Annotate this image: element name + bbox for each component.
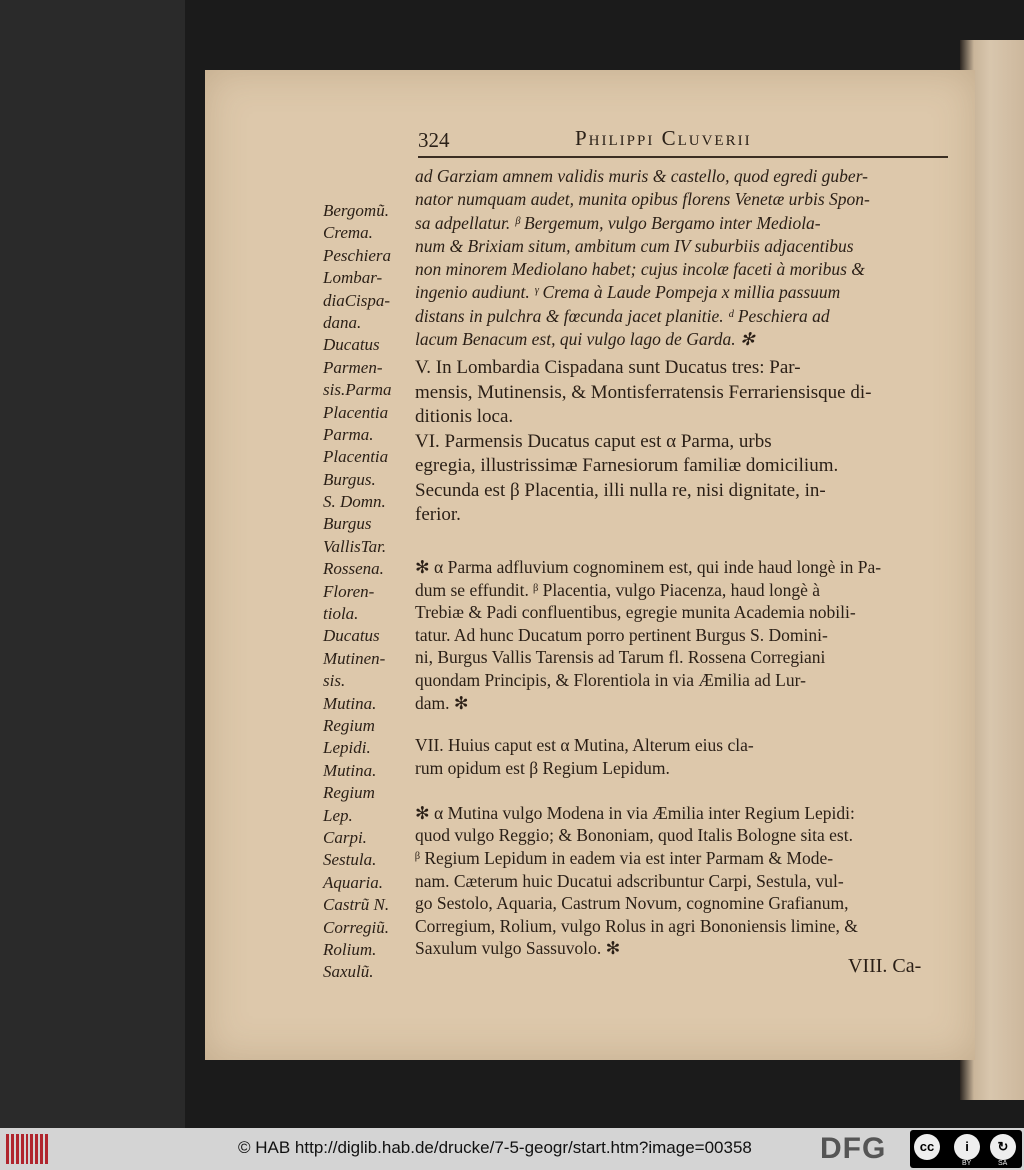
text-line: ferior. [415,504,461,525]
text-line: dam. ✻ [415,692,469,713]
text-line: ᵝ Regium Lepidum in eadem via est inter Parmam & Mode- [415,847,834,868]
text-line: ingenio audiunt. ᵞ Crema à Laude Pompeja x millia passuum [415,282,841,303]
text-line: tatur. Ad hunc Ducatum porro pertinent Burgus S. Domini- [415,624,828,645]
margin-note: Peschiera [323,245,391,265]
margin-note: Burgus. [323,469,376,489]
margin-note: Placentia [323,402,389,422]
text-block-mutina [415,734,950,960]
margin-note: sis.Parma [323,380,392,400]
margin-note: Parma. [323,424,374,444]
text-line: lacum Benacum est, qui vulgo lago de Garda. ✻ [415,329,755,350]
text-line: ✻ α Parma adfluvium cognominem est, qui inde haud longè in Pa- [415,557,882,577]
text-line: mensis, Mutinensis, & Montisferratensis Ferrariensisque di- [415,381,872,403]
margin-note: Aquaria. [323,872,383,892]
margin-note: VallisTar. [323,536,387,556]
margin-note: Rossena. [323,559,384,579]
text-line: egregia, illustrissimæ Farnesiorum familiæ domicilium. [415,455,839,476]
margin-note: sis. [323,671,346,691]
viewer-footer [0,1128,1024,1170]
text-line: ditionis loca. [415,406,514,427]
text-line: V. In Lombardia Cispadana sunt Ducatus tres: Par- [415,357,801,378]
margin-note: diaCispa- [323,290,391,310]
margin-note: S. Domn. [323,492,386,512]
margin-note: Ducatus [323,626,380,646]
header-rule [418,156,948,158]
margin-note: tiola. [323,604,359,624]
margin-note: dana. [323,312,362,332]
license-by-label: BY [962,1160,972,1167]
text-line: dum se effundit. ᵝ Placentia, vulgo Piacenza, haud longè à [415,579,821,600]
cc-license-badge[interactable] [910,1130,1022,1168]
scan-board [0,0,185,1128]
margin-note: Mutina. [323,760,377,780]
text-line: ni, Burgus Vallis Tarensis ad Tarum fl. Rossena Corregiani [415,647,826,668]
text-line: sa adpellatur. ᵝ Bergemum, vulgo Bergamo inter Mediola- [415,212,821,233]
text-line: nator numquam audet, munita opibus florens Venetæ urbis Spon- [415,189,870,210]
text-line: go Sestolo, Aquaria, Castrum Novum, cognomine Grafianum, [415,893,849,914]
hab-logo-icon [6,1134,48,1164]
text-line: num & Brixiam situm, ambitum cum IV suburbiis adjacentibus [415,235,854,256]
share-alike-icon: ↻ [990,1134,1016,1160]
margin-note: Burgus [323,514,372,534]
margin-note: Crema. [323,223,373,243]
margin-note: Regium [323,783,375,803]
margin-note: Floren- [323,581,375,601]
text-line: nam. Cæterum huic Ducatui adscribuntur Carpi, Sestula, vul- [415,870,844,891]
text-line: ✻ α Mutina vulgo Modena in via Æmilia inter Regium Lepidi: [415,802,855,823]
text-line: VII. Huius caput est α Mutina, Alterum eius cla- [415,735,754,755]
margin-note: Mutinen- [323,648,386,668]
text-line: quod vulgo Reggio; & Bononiam, quod Italis Bologne sita est. [415,825,853,846]
cc-icon: cc [914,1134,940,1160]
text-line: ad Garziam amnem validis muris & castello, quod egredi guber- [415,166,868,186]
margin-note: Mutina. [323,693,377,713]
margin-note: Lepidi. [323,738,371,758]
margin-note: Parmen- [323,357,383,377]
margin-note: Lombar- [323,268,383,288]
text-block-garda [415,165,950,351]
text-line: rum opidum est β Regium Lepidum. [415,757,670,778]
text-line: Trebiæ & Padi confluentibus, egregie munita Academia nobili- [415,602,856,623]
margin-note: Placentia [323,447,389,467]
text-line: non minorem Mediolano habet; cujus incolæ faceti à moribus & [415,259,865,280]
text-line: Saxulum vulgo Sassuvolo. ✻ [415,938,621,959]
text-line: Secunda est β Placentia, illi nulla re, nisi dignitate, in- [415,479,826,501]
license-sa-label: SA [998,1160,1008,1167]
margin-note: Ducatus [323,335,380,355]
text-line: VI. Parmensis Ducatus caput est α Parma, urbs [415,430,772,452]
text-block-ducatus [415,356,950,528]
credit-link[interactable]: © HAB http://diglib.hab.de/drucke/7-5-geogr/start.htm?image=00358 [238,1138,752,1157]
margin-note: Castrũ N. [323,895,390,915]
margin-note: Bergomũ. [323,201,389,220]
margin-note: Regium [323,715,375,735]
margin-note: Carpi. [323,827,367,847]
text-line: Corregium, Rolium, vulgo Rolus in agri Bononiensis limine, & [415,915,858,936]
dfg-logo: DFG [820,1132,887,1165]
running-head: Philippi Cluverii [575,126,752,150]
text-line: distans in pulchra & fœcunda jacet planitie. ᵈ Peschiera ad [415,305,830,326]
text-line: quondam Principis, & Florentiola in via Æmilia ad Lur- [415,669,806,690]
margin-note: Rolium. [323,939,377,959]
text-block-parma-note [415,556,950,714]
page-number: 324 [418,128,450,152]
catchword: VIII. Ca- [848,955,922,977]
margin-note: Sestula. [323,850,377,870]
margin-notes [323,200,418,984]
text-line [415,779,950,802]
attribution-icon: i [954,1134,980,1160]
margin-note: Saxulũ. [323,962,374,982]
margin-note: Lep. [323,805,353,825]
margin-note: Corregiũ. [323,917,389,937]
